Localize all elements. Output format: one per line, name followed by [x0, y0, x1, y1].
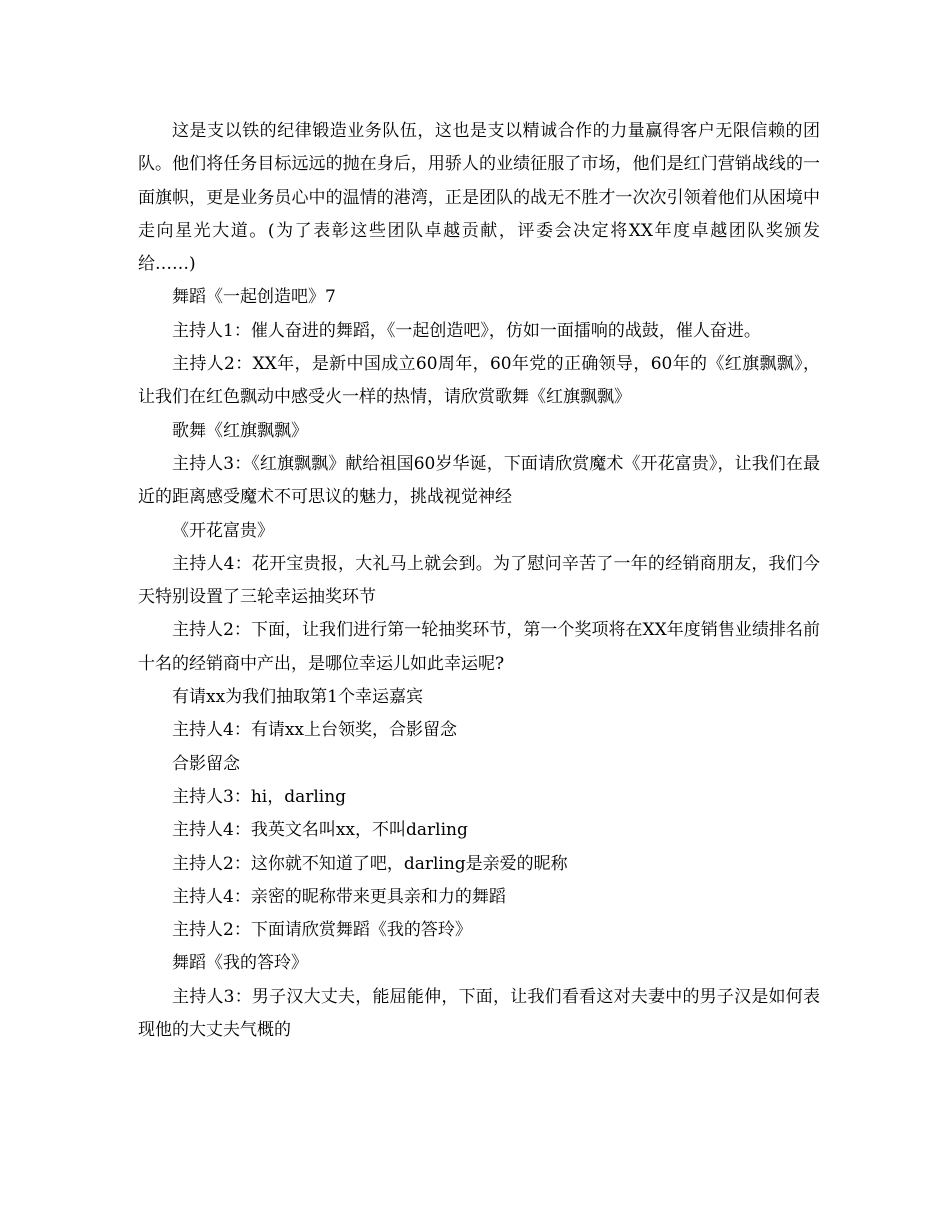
paragraph-host4-intimate-dance: 主持人4：亲密的昵称带来更具亲和力的舞蹈	[172, 886, 506, 907]
paragraph-group-photo: 合影留念	[172, 753, 240, 774]
document-body	[138, 115, 820, 1047]
paragraph-host4-lottery: 主持人4：花开宝贵报，大礼马上就会到。为了慰问辛苦了一年的经销商朋友，我们今天特别设置了三轮幸运抽奖环节	[138, 553, 820, 608]
paragraph-host4-english-name: 主持人4：我英文名叫xx，不叫darling	[172, 820, 468, 841]
paragraph-host2-red-flag: 主持人2：XX年，是新中国成立60周年，60年党的正确领导，60年的《红旗飘飘》，让我们在红色飘动中感受火一样的热情，请欣赏歌舞《红旗飘飘》	[138, 354, 820, 408]
paragraph-host2-darling-meaning: 主持人2：这你就不知道了吧，darling是亲爱的昵称	[172, 853, 568, 874]
paragraph-host1-dance-comment: 主持人1：催人奋进的舞蹈，《一起创造吧》，仿如一面擂响的战鼓，催人奋进。	[172, 320, 761, 341]
paragraph-host3-hi-darling: 主持人3：hi，darling	[172, 786, 347, 807]
paragraph-dance-create-together: 舞蹈《一起创造吧》7	[172, 287, 336, 308]
paragraph-magic-title: 《开花富贵》	[172, 520, 274, 541]
paragraph-invite-draw: 有请xx为我们抽取第1个幸运嘉宾	[172, 687, 423, 708]
paragraph-host3-manliness: 主持人3：男子汉大丈夫，能屈能伸，下面，让我们看看这对夫妻中的男子汉是如何表现他的大丈夫气概的	[138, 986, 820, 1041]
paragraph-host2-first-draw: 主持人2：下面，让我们进行第一轮抽奖环节，第一个奖项将在XX年度销售业绩排名前十名的经销商中产出，是哪位幸运儿如此幸运呢?	[138, 620, 820, 674]
paragraph-host4-award: 主持人4：有请xx上台领奖，合影留念	[172, 720, 457, 741]
paragraph-host3-magic: 主持人3：《红旗飘飘》献给祖国60岁华诞，下面请欣赏魔术《开花富贵》，让我们在最近的距离感受魔术不可思议的魅力，挑战视觉神经	[138, 453, 820, 508]
paragraph-team-award-intro: 这是支以铁的纪律锻造业务队伍，这也是支以精诚合作的力量赢得客户无限信赖的团队。他们将任务目标远远的抛在身后，用骄人的业绩征服了市场，他们是红门营销战线的一面旗帜，更是业务员心中的温情的港湾，正是团队的战无不胜才一次次引领着他们从困境中走向星光大道。(为了表彰这些团队卓越贡献，评委会决定将XX年度卓越团队奖颁发给……)	[138, 121, 820, 275]
paragraph-host2-my-darling-dance: 主持人2：下面请欣赏舞蹈《我的答玲》	[172, 920, 472, 941]
paragraph-song-dance-red-flag: 歌舞《红旗飘飘》	[172, 420, 308, 441]
paragraph-dance-my-darling: 舞蹈《我的答玲》	[172, 953, 308, 974]
